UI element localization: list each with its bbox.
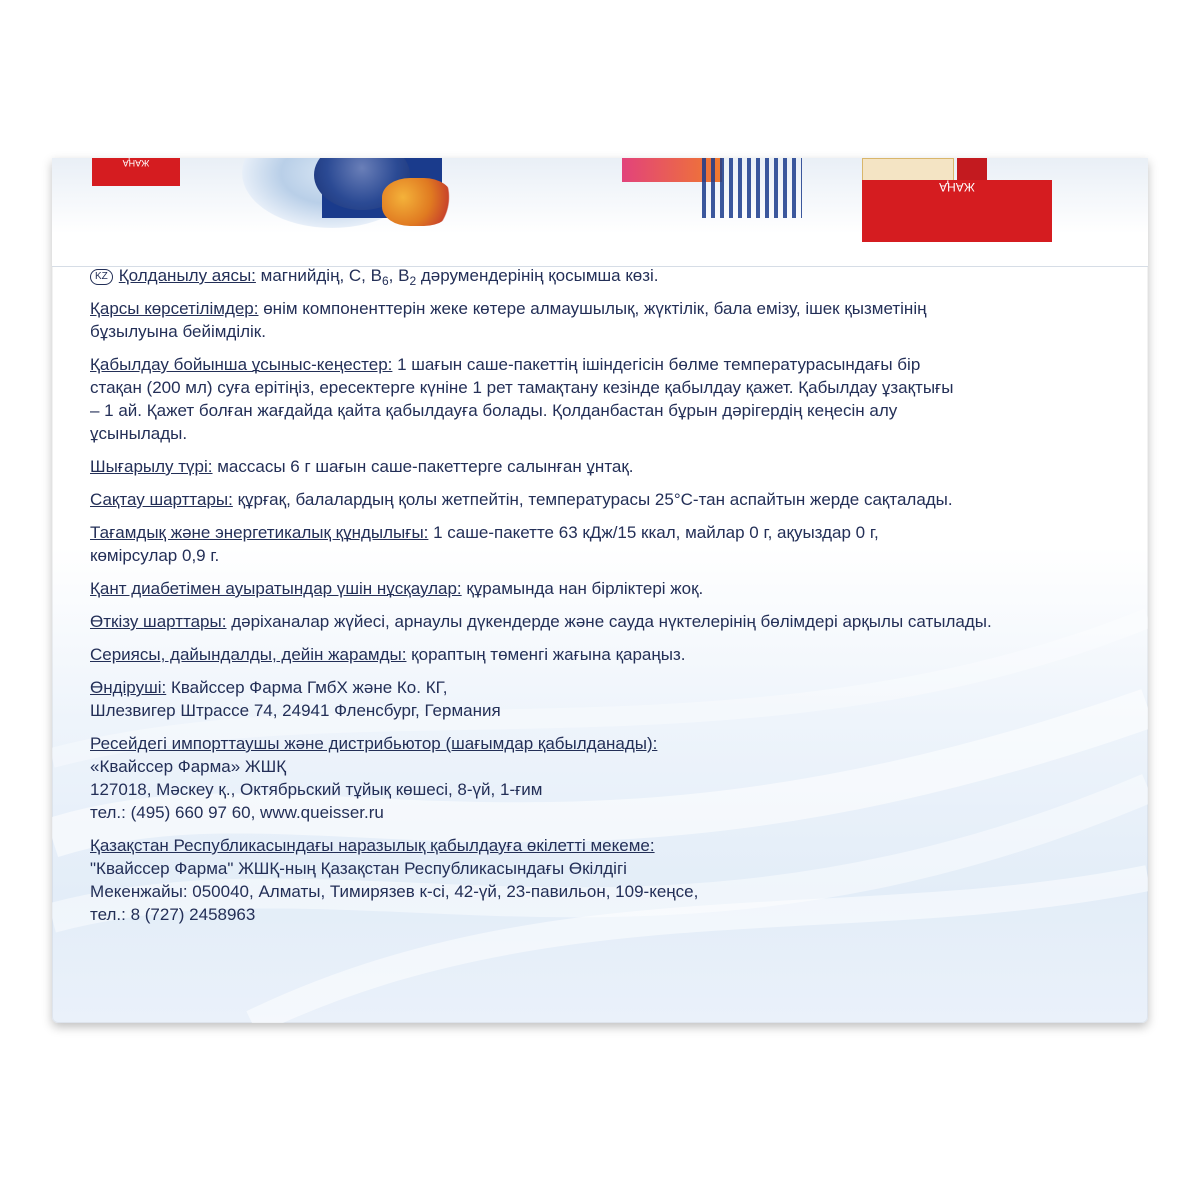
storage-section: Сақтау шарттары: құрғақ, балалардың қолы жетпейтін, температурасы 25°С-тан аспайтын жерде сақталады. <box>90 490 953 509</box>
red-label-right: ЖАҢА <box>862 180 1052 242</box>
contraindications-section: Қарсы көрсетілімдер: өнім компоненттерін жеке көтере алмаушылық, жүктілік, бала емізу, ішек қызметінің бұзылуына бейімділік. <box>90 299 927 341</box>
kz-badge: KZ <box>90 269 113 285</box>
diabetes-section: Қант диабетімен ауыратындар үшін нұсқаулар: құрамында нан бірліктері жоқ. <box>90 579 704 598</box>
manufacturer-label: Өндіруші: <box>90 678 167 697</box>
usage-label: Қолданылу аясы: <box>118 266 256 285</box>
form-label: Шығарылу түрі: <box>90 457 213 476</box>
package-top-edge <box>52 158 1148 267</box>
usage-section: KZ Қолданылу аясы: магнийдің, С, $В_6$, $В_2$ дәрумендерінің қосымша көзі. <box>90 264 1120 287</box>
manufacturer-section: Өндіруші: Квайссер Фарма ГмбХ және Ко. КГ, Шлезвигер Штрассе 74, 24941 Фленсбург, Германия <box>90 678 501 720</box>
fruit-graphic <box>382 178 452 226</box>
nutrition-section: Тағамдық және энергетикалық құндылығы: 1 саше-пакетте 63 кДж/15 ккал, майлар 0 г, ақуыздар 0 г, көмірсулар 0,9 г. <box>90 523 879 565</box>
label-text-block <box>90 264 1120 936</box>
form-section: Шығарылу түрі: массасы 6 г шағын саше-пакеттерге салынған ұнтақ. <box>90 457 634 476</box>
batch-label: Сериясы, дайындалды, дейін жарамды: <box>90 645 407 664</box>
storage-label: Сақтау шарттары: <box>90 490 233 509</box>
red-label-left: ЖАҢА <box>92 158 180 186</box>
nutrition-label: Тағамдық және энергетикалық құндылығы: <box>90 523 429 542</box>
dosage-section: Қабылдау бойынша ұсыныс-кеңестер: 1 шағын саше-пакеттің ішіндегісін бөлме температурасындағы бір стақан (200 мл) суға ерітіңіз, ересектерге күніне 1 рет тамақтану кезінде қабылдау қажет. Қабылдау ұзақтығы – 1 ай. Қажет болған жағдайда қайта қабылдауға болады. Қолданбастан бұрын дәрігердің кеңесін алу ұсынылады. <box>90 355 954 443</box>
importer-label: Ресейдегі импорттаушы және дистрибьютор (шағымдар қабылданады): <box>90 734 658 753</box>
sale-label: Өткізу шарттары: <box>90 612 227 631</box>
kz-office-section: Қазақстан Республикасындағы наразылық қабылдауға өкілетті мекеме: "Квайссер Фарма" ЖШҚ-ның Қазақстан Республикасындағы Өкілдігі Мекенжайы: 050040, Алматы, Тимирязев к-сі, 42-үй, 23-павильон, 109-кеңсе, тел.: 8 (727) 2458963 <box>90 834 1120 926</box>
dosage-label: Қабылдау бойынша ұсыныс-кеңестер: <box>90 355 393 374</box>
batch-section: Сериясы, дайындалды, дейін жарамды: қораптың төменгі жағына қараңыз. <box>90 645 686 664</box>
diabetes-label: Қант диабетімен ауыратындар үшін нұсқаулар: <box>90 579 462 598</box>
importer-section: Ресейдегі импорттаушы және дистрибьютор (шағымдар қабылданады): «Квайссер Фарма» ЖШҚ 127018, Мәскеу қ., Октябрьский тұйық көшесі, 8-үй, 1-ғим тел.: (495) 660 97 60, www.queisser.ru <box>90 732 1120 824</box>
contraindications-label: Қарсы көрсетілімдер: <box>90 299 259 318</box>
brand-title-graphic <box>702 158 802 218</box>
sale-section: Өткізу шарттары: дәріханалар жүйесі, арнаулы дүкендерде және сауда нүктелерінің бөлімдері арқылы сатылады. <box>90 612 992 631</box>
kz-office-label: Қазақстан Республикасындағы наразылық қабылдауға өкілетті мекеме: <box>90 836 655 855</box>
